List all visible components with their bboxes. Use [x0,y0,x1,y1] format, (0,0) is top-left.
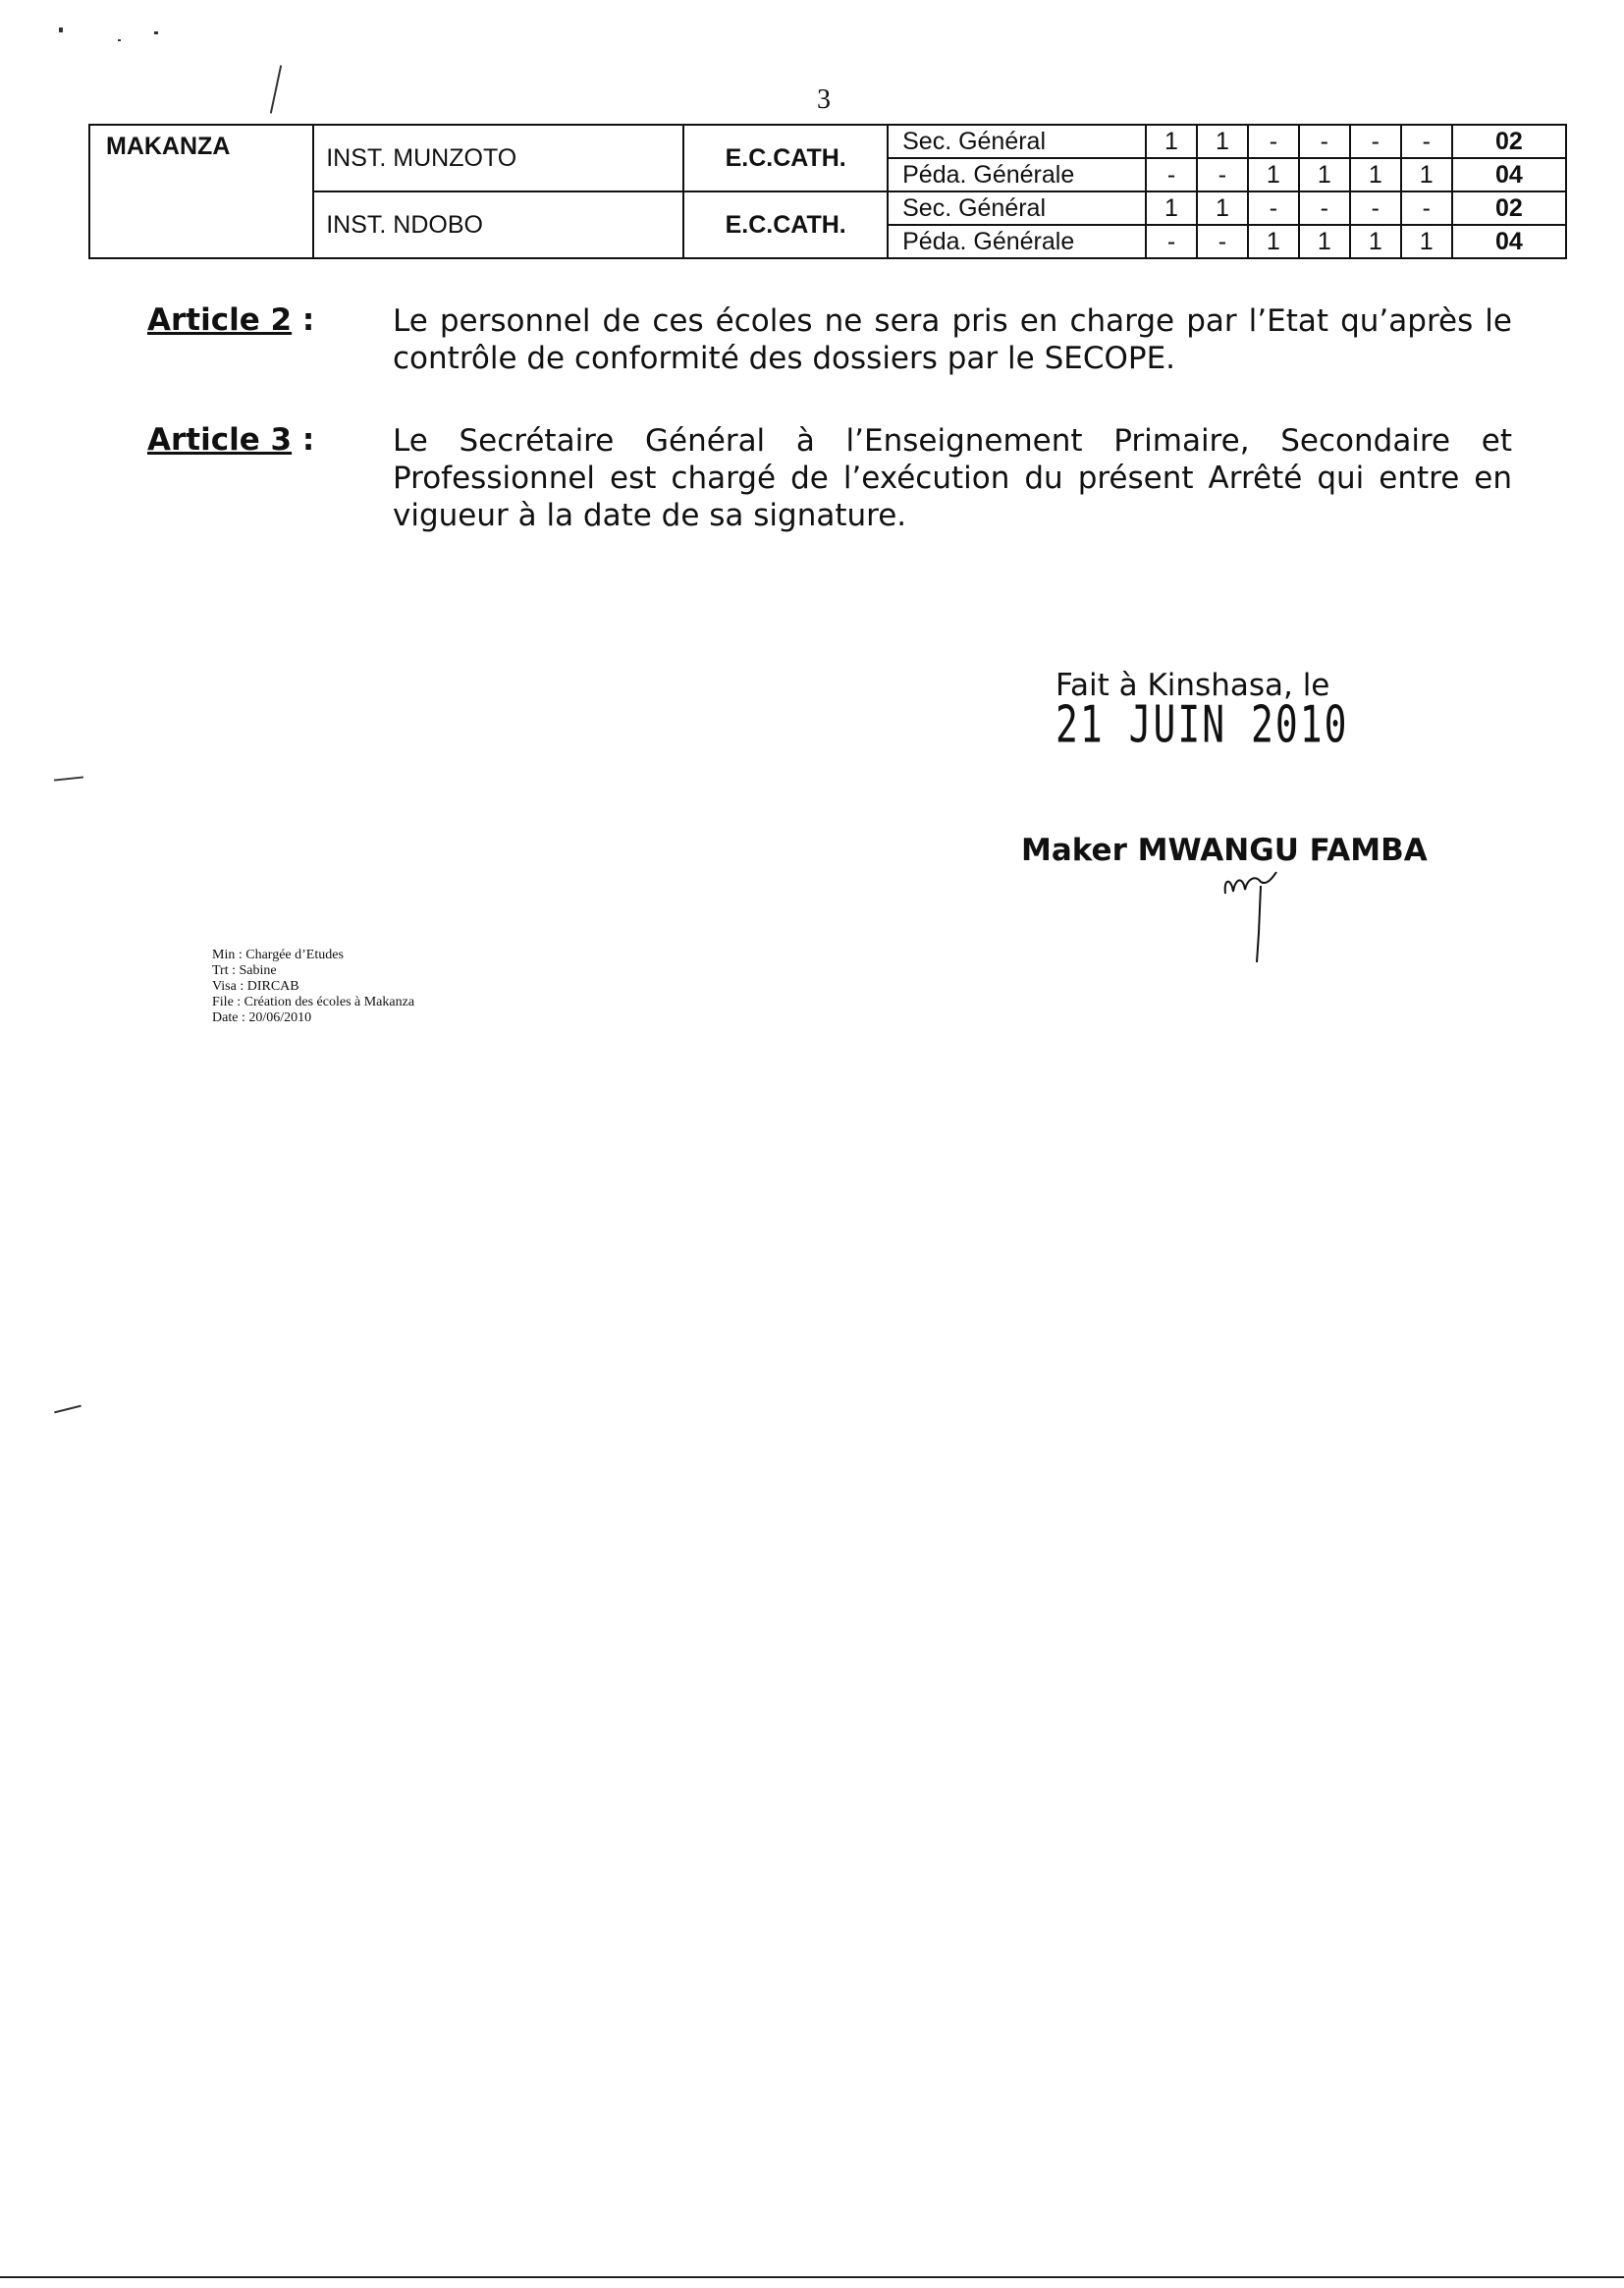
article-text: Le Secrétaire Général à l’Enseignement Primaire, Secondaire et Professionnel est chargé de l’exécution du présent Arrêté qui entre en vigueur à la date de sa signature. [393,423,1512,533]
section-label: Péda. Générale [888,225,1146,258]
reference-line: File : Création des écoles à Makanza [212,995,415,1009]
footer-divider [0,2276,1624,2278]
class-count: - [1401,125,1452,158]
reference-value: Chargée d’Etudes [245,948,344,962]
article-colon: : [292,422,315,458]
article-number: Article 3 [147,422,293,458]
scan-mark [54,776,83,781]
class-count: - [1401,191,1452,225]
class-count: - [1299,191,1350,225]
closing-place: Fait à Kinshasa, le [1056,668,1330,703]
scan-mark [118,39,121,41]
total-classes: 02 [1452,191,1566,225]
reference-line: Trt : Sabine [212,963,277,978]
class-count: - [1248,125,1299,158]
article-colon: : [292,302,315,338]
school-network: E.C.CATH. [683,125,888,191]
reference-value: 20/06/2010 [248,1010,312,1025]
article-label [147,422,314,458]
class-count: 1 [1146,125,1197,158]
reference-line: Visa : DIRCAB [212,979,299,994]
article-label [147,302,314,338]
reference-line: Date : 20/06/2010 [212,1010,312,1025]
class-count: 1 [1350,225,1401,258]
section-label: Péda. Générale [888,158,1146,191]
scan-mark [54,1405,81,1414]
reference-block [212,948,414,1026]
reference-key: Trt [212,963,229,978]
class-count: 1 [1401,158,1452,191]
schools-table [88,124,1567,259]
class-count: - [1299,125,1350,158]
school-name: INST. NDOBO [313,191,683,258]
class-count: - [1197,225,1248,258]
locality-cell: MAKANZA [89,125,313,258]
closing-line [1056,668,1624,754]
school-network: E.C.CATH. [683,191,888,258]
section-label: Sec. Général [888,125,1146,158]
class-count: - [1197,158,1248,191]
table-row [89,125,1566,158]
class-count: - [1350,125,1401,158]
class-count: 1 [1401,225,1452,258]
total-classes: 04 [1452,158,1566,191]
total-classes: 04 [1452,225,1566,258]
total-classes: 02 [1452,125,1566,158]
scan-mark [270,65,282,113]
scan-mark [154,31,158,34]
class-count: 1 [1248,225,1299,258]
reference-value: Sabine [239,963,277,978]
class-count: - [1350,191,1401,225]
class-count: 1 [1146,191,1197,225]
class-count: 1 [1350,158,1401,191]
class-count: 1 [1299,225,1350,258]
section-label: Sec. Général [888,191,1146,225]
scan-mark [59,27,63,32]
class-count: 1 [1248,158,1299,191]
handwritten-signature [1218,864,1296,972]
reference-key: Visa [212,979,237,994]
class-count: - [1146,158,1197,191]
date-stamp: 21 JUIN 2010 [1056,695,1349,754]
class-count: - [1248,191,1299,225]
reference-key: Min [212,948,236,962]
reference-line: Min : Chargée d’Etudes [212,948,344,962]
reference-key: Date [212,1010,239,1025]
page-number: 3 [817,84,831,115]
article-number: Article 2 [147,302,293,338]
reference-value: Création des écoles à Makanza [244,995,415,1009]
class-count: 1 [1197,125,1248,158]
signatory-name: Maker MWANGU FAMBA [1021,833,1428,868]
reference-value: DIRCAB [246,979,299,994]
class-count: 1 [1299,158,1350,191]
class-count: - [1146,225,1197,258]
article-text: Le personnel de ces écoles ne sera pris en charge par l’Etat qu’après le contrôle de conformité des dossiers par le SECOPE. [393,303,1512,376]
school-name: INST. MUNZOTO [313,125,683,191]
class-count: 1 [1197,191,1248,225]
reference-key: File [212,995,234,1009]
